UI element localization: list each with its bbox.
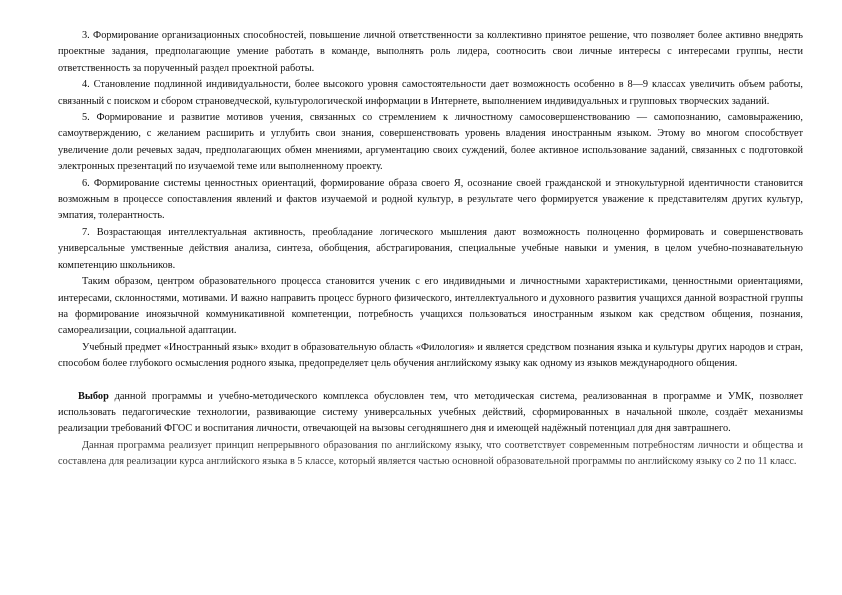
choice-lead-word: Выбор [78, 390, 109, 402]
paragraph-item-6: 6. Формирование системы ценностных ориентаций, формирование образа своего Я, осознание своей гражданской и этнокультурной идентичности становится возможным в процессе сопоставления явлений и фактов изучаемой и родной культур, в результате чего формируется уважение к представителям других культур, эмпатия, толерантность. [58, 177, 803, 222]
paragraph-choice [58, 389, 803, 438]
choice-text: данной программы и учебно-методического комплекса обусловлен тем, что методическая система, реализованная в программе и УМК, позволяет использовать педагогические технологии, развивающие систему универсальных учебных действий, сформированных в начальной школе, создаёт механизмы реализации требований ФГОС и воспитания личности, отвечающей на вызовы сегодняшнего дня и имеющей надёжный потенциал для дня завтрашнего. [58, 390, 803, 435]
paragraph-spacer [58, 373, 803, 389]
paragraph-item-5: 5. Формирование и развитие мотивов учения, связанных со стремлением к личностному самосовершенствованию — самопознанию, самовыражению, самоутверждению, с желанием расширить и углубить свои знания, совершенствовать уровень владения иностранным языком. Этому во многом способствует увеличение доли речевых задач, предполагающих обмен мнениями, аргументацию своих суждений, более активное использование заданий, связанных с подготовкой электронных презентаций по изучаемой теме или выполненному проекту. [58, 112, 803, 173]
paragraph-conclusion: Таким образом, центром образовательного процесса становится ученик с его индивидными и личностными характеристиками, ценностными ориентациями, интересами, склонностями, мотивами. И важно направить процесс бурного физического, интеллектуального и духовного развития учащихся данной возрастной группы на формирование иноязычной коммуникативной компетенции, потребность учащихся пользоваться иностранным языком как средством общения, познания, самореализации, социальной адаптации. [58, 276, 803, 337]
paragraph-item-7: 7. Возрастающая интеллектуальная активность, преобладание логического мышления дают возможность полноценно формировать и совершенствовать универсальные умственные действия анализа, синтеза, обобщения, абстрагирования, специальные учебные навыки и умения, в целом учебно-познавательную компетенцию школьников. [58, 226, 803, 271]
paragraph-subject: Учебный предмет «Иностранный язык» входит в образовательную область «Филология» и является средством познания языка и культуры других народов и стран, способом более глубокого осмысления родного языка, предопределяет цель обучения английскому языку как одному из языков международного общения. [58, 341, 803, 370]
paragraph-item-4: 4. Становление подлинной индивидуальности, более высокого уровня самостоятельности дает возможность особенно в 8—9 классах увеличить объем работы, связанный с поиском и сбором страноведческой, культурологической информации в Интернете, выполнением индивидуальных и групповых творческих заданий. [58, 79, 803, 107]
paragraph-item-3: 3. Формирование организационных способностей, повышение личной ответственности за коллективно принятое решение, что позволяет более активно внедрять проектные задания, предполагающие умение работать в команде, выполнять роль лидера, соотносить свои личные интересы с интересами группы, нести ответственность за порученный раздел проектной работы. [58, 30, 803, 74]
document-page [58, 28, 803, 471]
paragraph-program: Данная программа реализует принцип непрерывного образования по английскому языку, что соответствует современным потребностям личности и общества и составлена для реализации курса английского языка в 5 классе, который является частью основной образовательной программы по английскому языку со 2 по 11 класс. [58, 439, 803, 468]
